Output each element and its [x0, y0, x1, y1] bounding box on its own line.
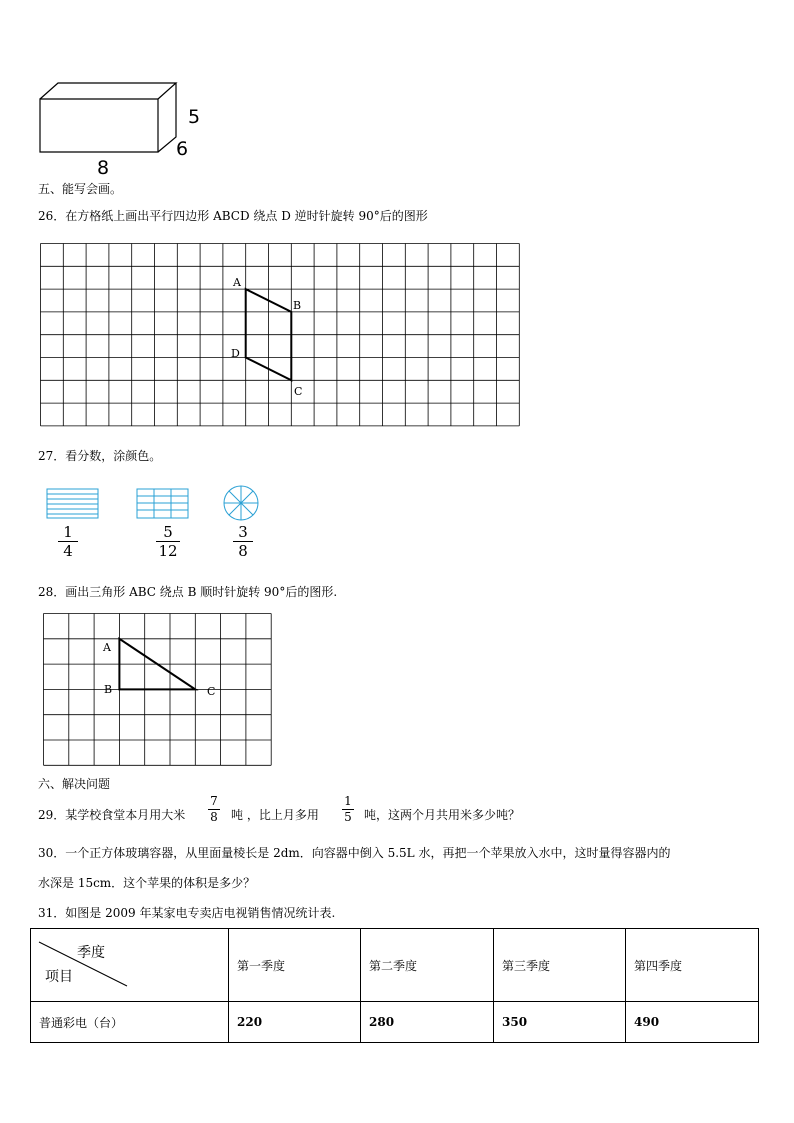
fraction-denominator: 8	[210, 810, 218, 824]
fraction-3-8	[231, 524, 255, 559]
cuboid-height-label: 5	[188, 106, 201, 128]
q28-label-b: B	[104, 683, 113, 696]
value-q3: 350	[494, 1002, 626, 1043]
value-q4: 490	[626, 1002, 759, 1043]
fraction-numerator: 5	[163, 523, 173, 541]
q26-label-c: C	[294, 385, 303, 398]
question-29-part2: 吨 ，比上月多用	[231, 808, 319, 822]
q26-label-a: A	[233, 276, 241, 289]
fraction-5-12	[155, 524, 181, 559]
table-row	[31, 1002, 759, 1043]
question-29-part3: 吨，这两个月共用米多少吨？	[364, 808, 521, 822]
column-header-q2: 第二季度	[361, 929, 494, 1002]
section-six-heading: 六、解决问题	[38, 777, 111, 791]
q29-fraction-1-5	[340, 795, 356, 824]
header-item-label: 项目	[45, 969, 73, 985]
fraction-numerator: 1	[344, 794, 352, 808]
question-29-part1: 29．某学校食堂本月用大米	[38, 808, 186, 822]
row-label: 普通彩电（台）	[31, 1002, 229, 1043]
cuboid-length-label: 8	[97, 157, 110, 179]
fraction-denominator: 12	[158, 542, 178, 560]
sales-table	[30, 928, 759, 1043]
grid-q26	[40, 243, 521, 430]
diagonal-header-cell	[31, 929, 229, 1002]
fraction-numerator: 1	[63, 523, 73, 541]
column-header-q4: 第四季度	[626, 929, 759, 1002]
question-30-line1: 30．一个正方体玻璃容器，从里面量棱长是 2dm．向容器中倒入 5.5L 水，再把一个苹果放入水中，这时量得容器内的	[38, 846, 671, 860]
fraction-numerator: 7	[210, 794, 218, 808]
header-quarter-label: 季度	[77, 945, 105, 961]
fraction-numerator: 3	[238, 523, 248, 541]
grid-q28	[43, 613, 274, 767]
twelfths-rectangle-shape	[136, 488, 190, 520]
q28-label-a: A	[103, 641, 111, 654]
fraction-denominator: 8	[238, 542, 248, 560]
value-q1: 220	[229, 1002, 361, 1043]
q28-label-c: C	[207, 685, 216, 698]
fraction-denominator: 5	[344, 810, 352, 824]
cuboid-figure	[38, 80, 218, 180]
cuboid-width-label: 6	[176, 138, 189, 160]
question-28-text: 28．画出三角形 ABC 绕点 B 顺时针旋转 90°后的图形.	[38, 585, 338, 599]
fraction-1-4	[56, 524, 80, 559]
section-five-heading: 五、能写会画。	[38, 182, 123, 196]
q26-label-d: D	[231, 347, 240, 360]
question-27-text: 27．看分数，涂颜色。	[38, 449, 162, 463]
q29-fraction-7-8	[206, 795, 222, 824]
value-q2: 280	[361, 1002, 494, 1043]
question-26-text: 26．在方格纸上画出平行四边形 ABCD 绕点 D 逆时针旋转 90°后的图形	[38, 209, 428, 223]
question-31-text: 31．如图是 2009 年某家电专卖店电视销售情况统计表.	[38, 906, 336, 920]
fraction-denominator: 4	[63, 542, 73, 560]
quarter-rectangle-shape	[46, 488, 100, 520]
column-header-q1: 第一季度	[229, 929, 361, 1002]
q26-label-b: B	[293, 299, 302, 312]
column-header-q3: 第三季度	[494, 929, 626, 1002]
table-header-row	[31, 929, 759, 1002]
eighths-circle-shape	[222, 484, 260, 522]
question-30-line2: 水深是 15cm．这个苹果的体积是多少？	[38, 876, 256, 890]
